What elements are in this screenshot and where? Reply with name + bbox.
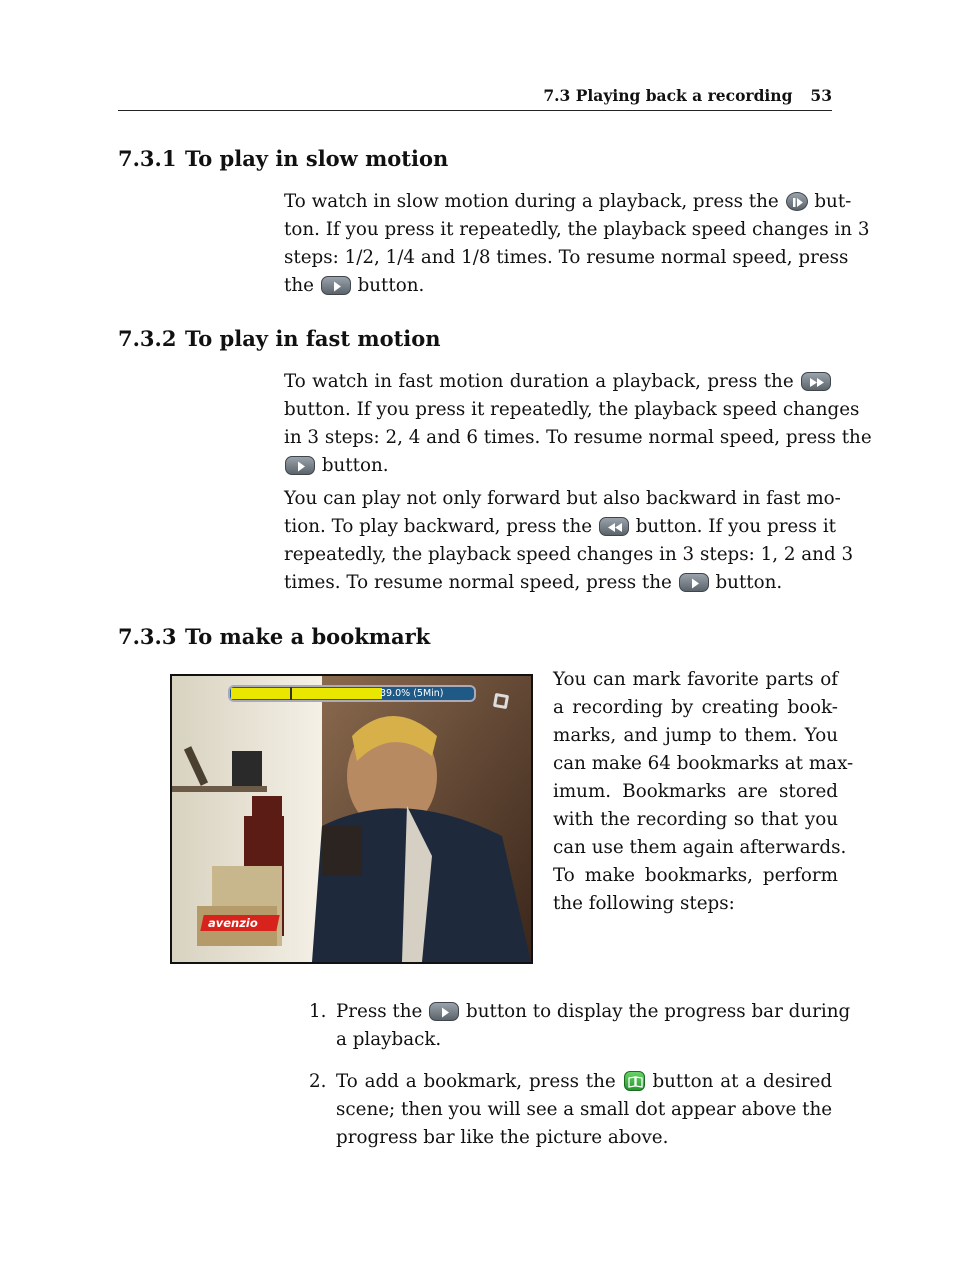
slow-motion-icon [786, 192, 808, 211]
step-number: 1. [309, 1001, 327, 1022]
play-icon [321, 276, 351, 295]
paragraph-slow-motion: To watch in slow motion during a playback, press the but- ton. If you press it repeatedly, the playback speed changes in 3 steps: 1/2, 1/4 and 1/8 times. To resume normal speed, press the button. [284, 191, 870, 296]
playback-screenshot [170, 674, 533, 964]
play-icon [679, 573, 709, 592]
step-number: 2. [309, 1071, 327, 1092]
running-head [118, 86, 832, 111]
progress-text: 39.0% (5Min) [380, 688, 444, 699]
progress-fill [231, 688, 382, 699]
step-2: To add a bookmark, press the button at a desired scene; then you will see a small dot appear above the progress bar like the picture above. [336, 1071, 833, 1148]
step-1: Press the button to display the progress bar during a playback. [336, 1001, 851, 1050]
progress-bar [228, 685, 476, 702]
play-icon [285, 456, 315, 475]
play-icon [429, 1002, 459, 1021]
section-heading-7-3-1: 7.3.1 To play in slow motion [118, 146, 449, 171]
running-head-section: 7.3 Playing back a recording [543, 86, 793, 105]
rewind-icon [599, 517, 629, 536]
broadcaster-logo [493, 693, 509, 709]
section-heading-7-3-3: 7.3.3 To make a bookmark [118, 624, 431, 649]
paragraph-fast-motion: To watch in fast motion duration a playback, press the button. If you press it repeatedly, the playback speed changes in 3 steps: 2, 4 and 6 times. To resume normal speed, press the button. [284, 371, 872, 476]
bookmark-marker [290, 687, 292, 700]
paragraph-backward: You can play not only forward but also backward in fast mo- tion. To play backward, press the button. If you press it repeatedly, the playback speed changes in 3 steps: 1, 2 and 3 times. To resume normal speed, press the button. [284, 488, 854, 593]
page-number: 53 [810, 86, 832, 105]
fast-forward-icon [801, 372, 831, 391]
paragraph-bookmark: You can mark favorite parts of a recording by creating book- marks, and jump to them. You can make 64 bookmarks at max- imum. Bookmarks are stored with the recording so that you can use them again afterwards. To make bookmarks, perform the following steps: [553, 669, 854, 914]
bookmark-icon [624, 1071, 645, 1091]
channel-logo-text: avenzio [208, 916, 258, 930]
section-heading-7-3-2: 7.3.2 To play in fast motion [118, 326, 441, 351]
